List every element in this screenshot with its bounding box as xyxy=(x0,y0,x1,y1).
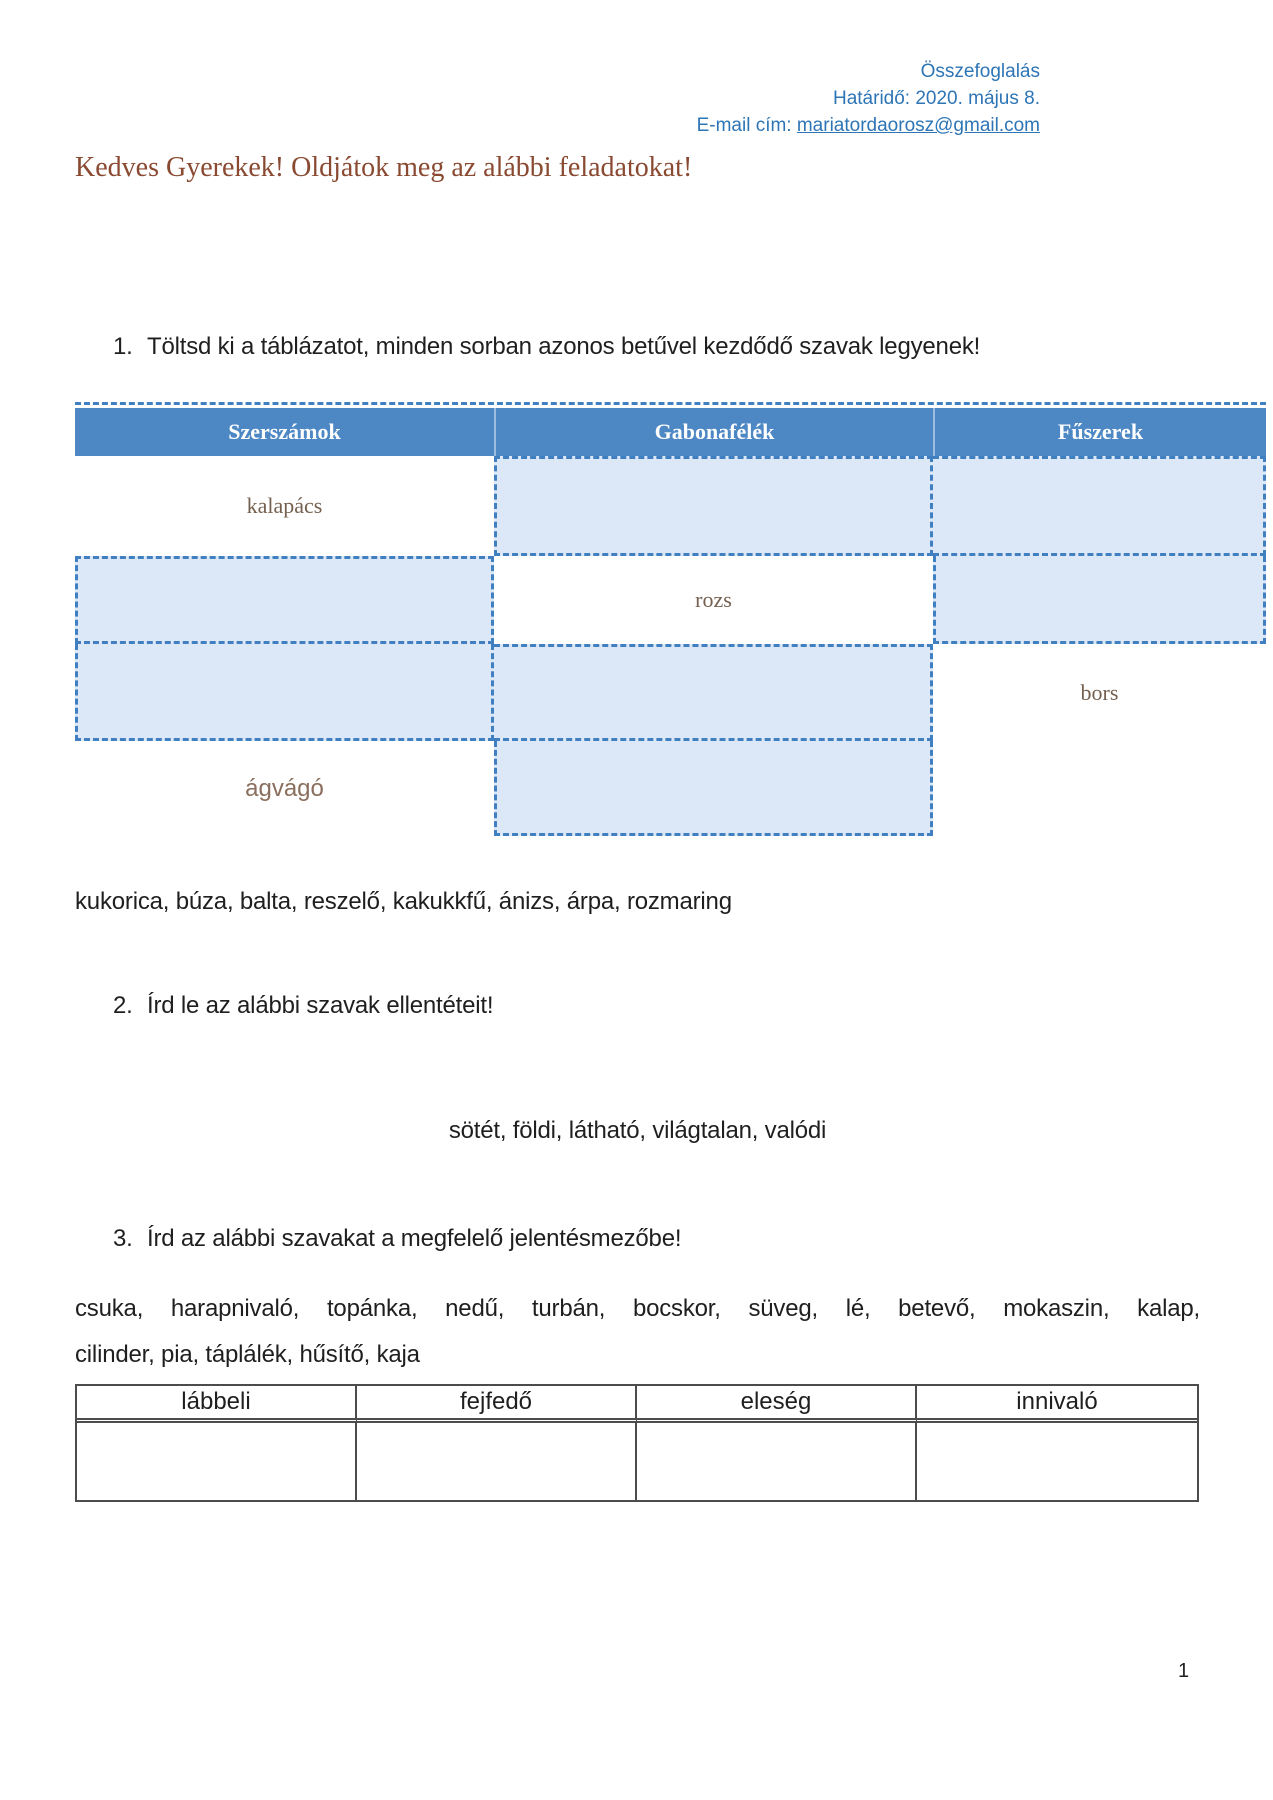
deadline-label: Határidő: 2020. május 8. xyxy=(832,88,1040,109)
task1-table-header-tools: Szerszámok xyxy=(75,408,494,456)
email-label: E-mail cím: xyxy=(696,115,797,136)
task1-blank-cell-r3c2[interactable] xyxy=(494,644,933,741)
task1-blank-cell-r1c3[interactable] xyxy=(933,456,1266,556)
task3-table-header-headgear: fejfedő xyxy=(357,1386,637,1423)
task1-word-bank: kukorica, búza, balta, reszelő, kakukkfű, ánizs, árpa, rozmaring xyxy=(75,888,732,915)
email-line xyxy=(697,112,1040,139)
task2-instruction-line xyxy=(113,992,493,1020)
task1-number: 1. xyxy=(113,333,133,360)
task1-instruction: Töltsd ki a táblázatot, minden sorban azonos betűvel kezdődő szavak legyenek! xyxy=(147,333,981,360)
task1-blank-cell-r1c2[interactable] xyxy=(494,456,933,556)
task1-cell-r3c3: bors xyxy=(933,644,1266,741)
document-info-block xyxy=(697,58,1040,139)
summary-label: Összefoglalás xyxy=(920,61,1040,82)
task3-table-header-drink: innivaló xyxy=(917,1386,1197,1423)
task1-blank-cell-r3c1[interactable] xyxy=(75,644,494,741)
task1-table xyxy=(75,402,1266,836)
task3-answer-cell-footwear[interactable] xyxy=(77,1423,357,1500)
task2-word-list: sötét, földi, látható, világtalan, valódi xyxy=(448,1117,827,1144)
task1-blank-cell-r2c1[interactable] xyxy=(75,556,494,644)
task3-table-header-footwear: lábbeli xyxy=(77,1386,357,1423)
task3-word-list-line2: cilinder, pia, táplálék, hűsítő, kaja xyxy=(75,1341,420,1368)
task1-table-header-grains: Gabonafélék xyxy=(494,408,933,456)
task1-blank-cell-r2c3[interactable] xyxy=(933,556,1266,644)
task3-table xyxy=(75,1384,1199,1502)
task3-answer-cell-food[interactable] xyxy=(637,1423,917,1500)
task1-table-header-spices: Fűszerek xyxy=(933,408,1266,456)
page-number: 1 xyxy=(1178,1660,1190,1682)
task1-blank-cell-r4c2[interactable] xyxy=(494,741,933,836)
task3-word-list xyxy=(75,1286,1200,1378)
task1-cell-r4c1: ágvágó xyxy=(75,741,494,836)
task3-word-list-line1: csuka, harapnivaló, topánka, nedű, turbán, bocskor, süveg, lé, betevő, mokaszin, kalap, xyxy=(75,1295,1200,1322)
task3-instruction-line xyxy=(113,1225,681,1253)
task3-answer-cell-headgear[interactable] xyxy=(357,1423,637,1500)
task1-instruction-line xyxy=(113,333,980,361)
page-title: Kedves Gyerekek! Oldjátok meg az alábbi feladatokat! xyxy=(75,152,693,183)
task1-cell-r1c1: kalapács xyxy=(75,456,494,556)
email-link[interactable]: mariatordaorosz@gmail.com xyxy=(796,115,1040,136)
task3-answer-cell-drink[interactable] xyxy=(917,1423,1197,1500)
task2-instruction: Írd le az alábbi szavak ellentéteit! xyxy=(147,992,494,1019)
task1-cell-r2c2: rozs xyxy=(494,556,933,644)
task3-number: 3. xyxy=(113,1225,133,1252)
task2-number: 2. xyxy=(113,992,133,1019)
task3-table-header-food: eleség xyxy=(637,1386,917,1423)
task3-instruction: Írd az alábbi szavakat a megfelelő jelentésmezőbe! xyxy=(147,1225,682,1252)
task1-empty-cell-r4c3 xyxy=(933,741,1266,836)
